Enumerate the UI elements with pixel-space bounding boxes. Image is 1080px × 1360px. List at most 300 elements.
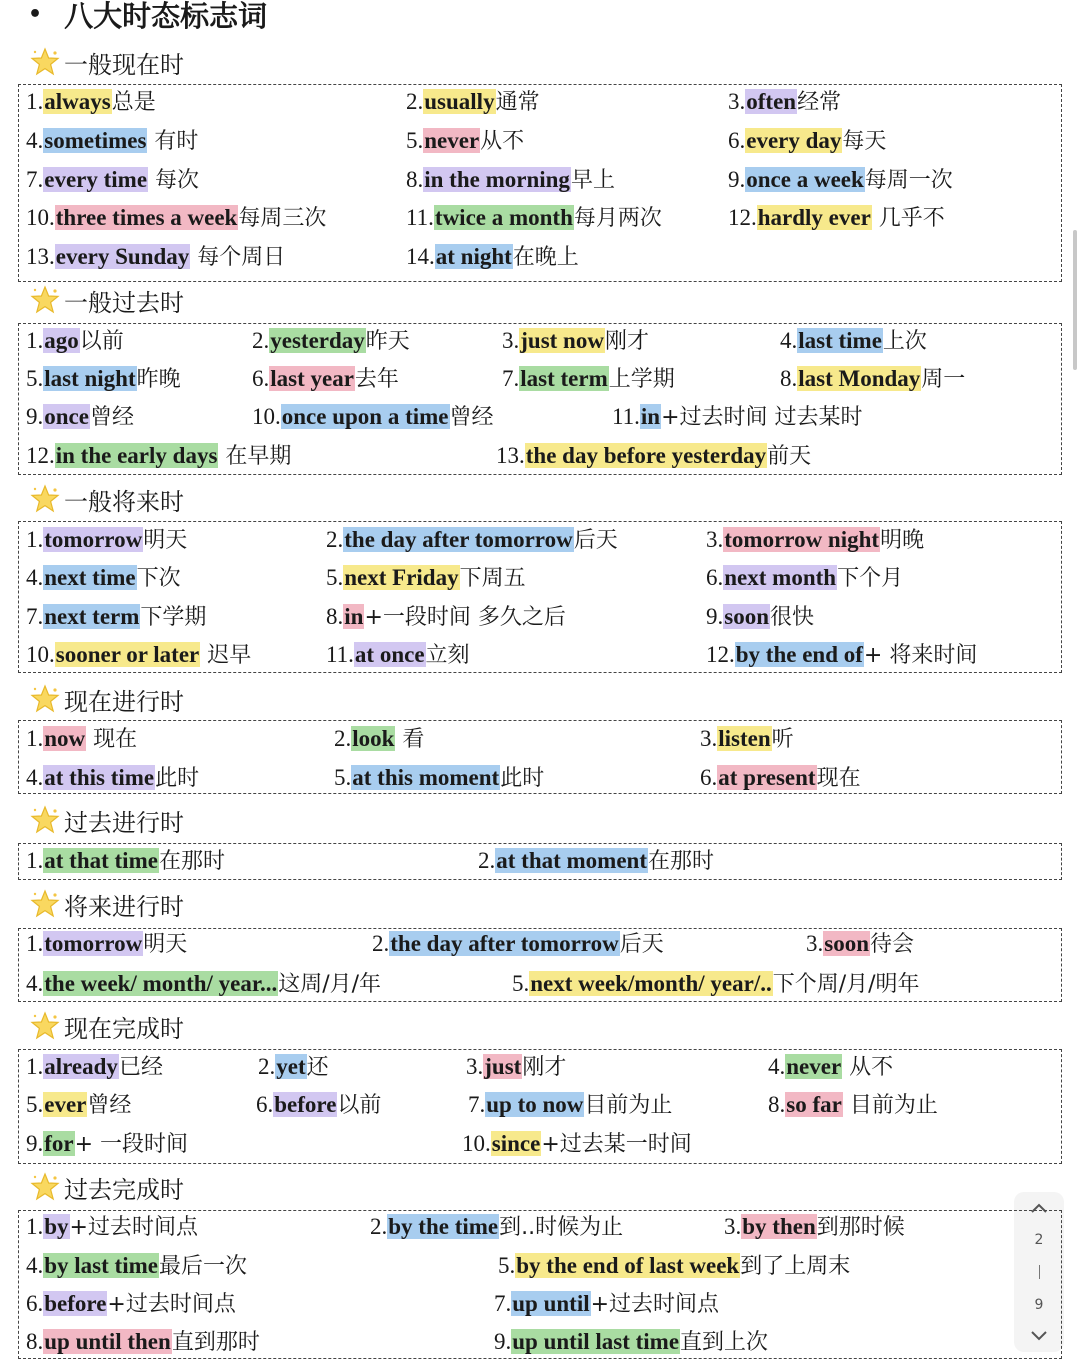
chinese-meaning: 通常 — [495, 90, 540, 115]
item-number: 10. — [252, 404, 281, 429]
chinese-meaning: 到..时候为止 — [499, 1215, 624, 1240]
vocab-item — [26, 1325, 260, 1359]
chinese-meaning: + 一段时间 — [74, 1132, 189, 1157]
chinese-meaning: 下个周/月/明年 — [772, 972, 920, 997]
english-term: tomorrow — [44, 931, 143, 956]
section-heading-text: 一般现在时 — [64, 50, 184, 79]
vocab-item — [496, 439, 811, 473]
section-heading-text: 过去进行时 — [64, 808, 184, 837]
english-term: next term — [44, 604, 140, 629]
vocab-item — [494, 1325, 768, 1359]
vocab-item — [26, 324, 124, 358]
english-term: twice a month — [434, 205, 573, 230]
english-term: at this moment — [352, 765, 500, 790]
english-term: the week/ month/ year... — [44, 971, 278, 996]
english-term: next Friday — [344, 565, 459, 590]
english-term: already — [44, 1054, 118, 1079]
item-number: 8. — [406, 167, 424, 192]
item-number: 1. — [26, 89, 44, 114]
chinese-meaning: 每天 — [842, 129, 887, 154]
item-number: 1. — [26, 1214, 44, 1239]
vocab-item — [326, 523, 618, 557]
chinese-meaning: 下个月 — [837, 566, 904, 591]
item-number: 1. — [26, 726, 44, 751]
section-heading-text: 过去完成时 — [64, 1175, 184, 1204]
item-number: 3. — [724, 1214, 742, 1239]
chinese-meaning: 从不 — [842, 1055, 894, 1080]
vocab-item — [252, 400, 494, 434]
english-term: last time — [798, 328, 882, 353]
item-number: 8. — [780, 366, 798, 391]
english-term: the day after tomorrow — [344, 527, 573, 552]
chinese-meaning: 待会 — [870, 932, 915, 957]
english-term: up until — [512, 1291, 590, 1316]
item-number: 10. — [26, 205, 55, 230]
item-number: 4. — [26, 971, 44, 996]
vocab-item — [768, 1088, 938, 1122]
chinese-meaning: 迟早 — [200, 643, 252, 668]
english-term: now — [44, 726, 86, 751]
star-icon — [30, 684, 60, 714]
chinese-meaning: 明晚 — [880, 528, 925, 553]
english-term: soon — [724, 604, 769, 629]
english-term: at that moment — [496, 848, 647, 873]
vocab-item — [26, 761, 199, 795]
chinese-meaning: +过去时间点 — [69, 1215, 198, 1240]
chinese-meaning: 明天 — [143, 528, 188, 553]
item-number: 13. — [496, 443, 525, 468]
section-heading-text: 现在完成时 — [64, 1014, 184, 1043]
item-number: 1. — [26, 527, 44, 552]
item-number: 4. — [26, 1253, 44, 1278]
item-number: 11. — [326, 642, 354, 667]
item-number: 12. — [706, 642, 735, 667]
chinese-meaning: 在那时 — [158, 849, 225, 874]
chinese-meaning: 刚才 — [522, 1055, 567, 1080]
vocab-item — [806, 927, 914, 961]
chinese-meaning: 总是 — [111, 90, 156, 115]
vocab-item — [502, 362, 675, 396]
item-number: 1. — [26, 848, 44, 873]
english-term: in the early days — [55, 443, 218, 468]
english-term: at this time — [44, 765, 155, 790]
item-number: 8. — [26, 1329, 44, 1354]
vocab-item — [26, 600, 206, 634]
vocab-item — [728, 163, 953, 197]
item-number: 7. — [494, 1291, 512, 1316]
item-number: 2. — [252, 328, 270, 353]
vocab-item — [26, 1249, 247, 1283]
page-title — [28, 0, 267, 34]
item-number: 7. — [26, 167, 44, 192]
vocab-item — [256, 1088, 381, 1122]
item-number: 6. — [706, 565, 724, 590]
english-term: by — [44, 1214, 69, 1239]
item-number: 3. — [466, 1054, 484, 1079]
vocab-item — [728, 85, 841, 119]
chinese-meaning: 后天 — [619, 932, 664, 957]
item-number: 9. — [728, 167, 746, 192]
english-term: every day — [746, 128, 842, 153]
section-heading-text: 将来进行时 — [64, 892, 184, 921]
chinese-meaning: 昨天 — [365, 329, 410, 354]
english-term: never — [424, 128, 480, 153]
english-term: hardly ever — [757, 205, 871, 230]
chinese-meaning: 每周一次 — [864, 168, 953, 193]
vocab-item — [462, 1127, 692, 1161]
english-term: last term — [520, 366, 608, 391]
item-number: 2. — [372, 931, 390, 956]
item-number: 3. — [706, 527, 724, 552]
chinese-meaning: 有时 — [147, 129, 199, 154]
vocab-item — [700, 761, 861, 795]
english-term: just now — [520, 328, 604, 353]
item-number: 9. — [26, 404, 44, 429]
english-term: at night — [435, 244, 512, 269]
section-heading — [30, 888, 184, 920]
chinese-meaning: 上次 — [882, 329, 927, 354]
chinese-meaning: 此时 — [500, 766, 545, 791]
item-number: 7. — [468, 1092, 486, 1117]
english-term: by then — [742, 1214, 816, 1239]
chinese-meaning: 经常 — [797, 90, 842, 115]
section-heading — [30, 1171, 184, 1203]
chinese-meaning: 昨晚 — [136, 367, 181, 392]
star-icon — [30, 1172, 60, 1202]
item-number: 4. — [780, 328, 798, 353]
item-number: 5. — [334, 765, 352, 790]
item-number: 10. — [26, 642, 55, 667]
english-term: before — [274, 1092, 337, 1117]
star-icon — [30, 1011, 60, 1041]
chinese-meaning: +过去某一时间 — [541, 1132, 692, 1157]
section-heading-text: 一般将来时 — [64, 487, 184, 516]
chinese-meaning: 上学期 — [608, 367, 675, 392]
item-number: 2. — [334, 726, 352, 751]
vocab-item — [370, 1210, 623, 1244]
english-term: once a week — [746, 167, 864, 192]
item-number: 1. — [26, 328, 44, 353]
vocab-item — [728, 201, 945, 235]
english-term: in — [640, 404, 661, 429]
vocab-item — [26, 400, 134, 434]
vocab-item — [26, 844, 225, 878]
vocab-item — [26, 1088, 131, 1122]
chinese-meaning: 周一 — [921, 367, 966, 392]
english-term: the day after tomorrow — [390, 931, 619, 956]
vocab-item — [498, 1249, 850, 1283]
item-number: 3. — [806, 931, 824, 956]
item-number: 2. — [406, 89, 424, 114]
chinese-meaning: 看 — [395, 727, 425, 752]
item-number: 2. — [370, 1214, 388, 1239]
scrollbar[interactable] — [1073, 230, 1077, 370]
item-number: 11. — [612, 404, 640, 429]
chinese-meaning: 听 — [771, 727, 794, 752]
english-term: just — [484, 1054, 522, 1079]
item-number: 8. — [768, 1092, 786, 1117]
english-term: last year — [270, 366, 354, 391]
star-icon — [30, 805, 60, 835]
section-heading — [30, 284, 184, 316]
english-term: every Sunday — [55, 244, 190, 269]
vocab-item — [26, 439, 291, 473]
chinese-meaning: + 将来时间 — [863, 643, 978, 668]
english-term: tomorrow — [44, 527, 143, 552]
english-term: ever — [44, 1092, 87, 1117]
vocab-item — [258, 1050, 329, 1084]
item-number: 6. — [728, 128, 746, 153]
chinese-meaning: 曾经 — [89, 405, 134, 430]
item-number: 4. — [26, 128, 44, 153]
chinese-meaning: 目前为止 — [842, 1093, 938, 1118]
vocab-item — [724, 1210, 905, 1244]
item-number: 6. — [252, 366, 270, 391]
item-number: 3. — [502, 328, 520, 353]
item-number: 11. — [406, 205, 434, 230]
chinese-meaning: 很快 — [770, 605, 815, 630]
vocab-item — [372, 927, 664, 961]
chinese-meaning: 下次 — [136, 566, 181, 591]
item-number: 6. — [26, 1291, 44, 1316]
english-term: up to now — [486, 1092, 584, 1117]
section-heading-text: 一般过去时 — [64, 288, 184, 317]
star-icon — [30, 47, 60, 77]
english-term: next month — [724, 565, 837, 590]
english-term: at that time — [44, 848, 158, 873]
chinese-meaning: +过去时间点 — [107, 1292, 236, 1317]
item-number: 9. — [706, 604, 724, 629]
vocab-item — [706, 561, 903, 595]
chinese-meaning: 立刻 — [425, 643, 470, 668]
vocab-item — [26, 967, 381, 1001]
english-term: up until then — [44, 1329, 171, 1354]
item-number: 9. — [494, 1329, 512, 1354]
vocab-item — [26, 362, 181, 396]
item-number: 4. — [768, 1054, 786, 1079]
bullet-icon: • — [28, 1, 43, 27]
chinese-meaning: 到了上周末 — [740, 1254, 851, 1279]
section-heading — [30, 1010, 184, 1042]
english-term: usually — [424, 89, 495, 114]
english-term: for — [44, 1131, 74, 1156]
item-number: 7. — [502, 366, 520, 391]
english-term: yet — [276, 1054, 306, 1079]
vocab-item — [334, 722, 424, 756]
english-term: listen — [718, 726, 771, 751]
english-term: up until last time — [512, 1329, 680, 1354]
current-page: 2 — [1034, 1231, 1044, 1248]
chinese-meaning: 明天 — [143, 932, 188, 957]
vocab-item — [728, 124, 886, 158]
vocab-item — [612, 400, 863, 434]
english-term: next week/month/ year/.. — [530, 971, 772, 996]
chinese-meaning: 下学期 — [140, 605, 207, 630]
english-term: last Monday — [798, 366, 921, 391]
section-heading — [30, 46, 184, 78]
item-number: 7. — [26, 604, 44, 629]
english-term: in — [344, 604, 364, 629]
english-term: at once — [354, 642, 425, 667]
item-number: 8. — [326, 604, 344, 629]
item-number: 4. — [26, 565, 44, 590]
chinese-meaning: 到那时候 — [816, 1215, 905, 1240]
chinese-meaning: 已经 — [118, 1055, 163, 1080]
vocab-item — [26, 201, 326, 235]
chinese-meaning: 现在 — [816, 766, 861, 791]
item-number: 6. — [700, 765, 718, 790]
english-term: by last time — [44, 1253, 158, 1278]
vocab-item — [468, 1088, 672, 1122]
chinese-meaning: 早上 — [570, 168, 615, 193]
vocab-item — [780, 362, 965, 396]
chinese-meaning: 每周三次 — [238, 206, 327, 231]
vocab-item — [26, 722, 137, 756]
vocab-item — [26, 927, 187, 961]
english-term: yesterday — [270, 328, 365, 353]
chinese-meaning: 曾经 — [87, 1093, 132, 1118]
english-term: in the morning — [424, 167, 570, 192]
english-term: so far — [786, 1092, 842, 1117]
chinese-meaning: 在早期 — [218, 444, 292, 469]
chinese-meaning: 后天 — [573, 528, 618, 553]
star-icon — [30, 484, 60, 514]
chinese-meaning: 此时 — [155, 766, 200, 791]
vocab-item — [466, 1050, 566, 1084]
chinese-meaning: 这周/月/年 — [278, 972, 382, 997]
item-number: 2. — [478, 848, 496, 873]
chinese-meaning: 刚才 — [604, 329, 649, 354]
vocab-item — [26, 1127, 188, 1161]
vocab-item — [512, 967, 920, 1001]
english-term: ago — [44, 328, 79, 353]
vocab-item — [706, 638, 977, 672]
english-term: never — [786, 1054, 842, 1079]
chinese-meaning: 以前 — [79, 329, 124, 354]
english-term: often — [746, 89, 797, 114]
chinese-meaning: 每个周日 — [190, 245, 286, 270]
english-term: by the end of — [735, 642, 863, 667]
vocab-item — [326, 600, 566, 634]
vocab-item — [706, 523, 924, 557]
vocab-item — [252, 362, 399, 396]
item-number: 3. — [700, 726, 718, 751]
chinese-meaning: 以前 — [337, 1093, 382, 1118]
vocab-item — [26, 1287, 236, 1321]
vocab-item — [26, 240, 285, 274]
chinese-meaning: 每月两次 — [573, 206, 662, 231]
vocab-item — [406, 240, 579, 274]
chinese-meaning: 每次 — [148, 168, 200, 193]
section-heading — [30, 683, 184, 715]
item-number: 12. — [26, 443, 55, 468]
item-number: 5. — [406, 128, 424, 153]
vocab-item — [406, 124, 524, 158]
english-term: sooner or later — [55, 642, 200, 667]
chinese-meaning: 在那时 — [648, 849, 715, 874]
english-term: at present — [718, 765, 816, 790]
vocab-item — [706, 600, 814, 634]
vocab-item — [26, 85, 156, 119]
english-term: sometimes — [44, 128, 147, 153]
item-number: 1. — [26, 931, 44, 956]
vocab-item — [700, 722, 794, 756]
chinese-meaning: 最后一次 — [158, 1254, 247, 1279]
chinese-meaning: 现在 — [86, 727, 138, 752]
total-pages: 9 — [1034, 1296, 1044, 1313]
item-number: 12. — [728, 205, 757, 230]
chinese-meaning: +过去时间点 — [590, 1292, 720, 1317]
english-term: every time — [44, 167, 148, 192]
chinese-meaning: 在晚上 — [512, 245, 579, 270]
chinese-meaning: 直到上次 — [680, 1330, 769, 1355]
vocab-item — [26, 1050, 163, 1084]
item-number: 5. — [26, 1092, 44, 1117]
english-term: always — [44, 89, 111, 114]
vocab-item — [406, 163, 615, 197]
english-term: since — [491, 1131, 541, 1156]
english-term: by the end of last week — [516, 1253, 740, 1278]
item-number: 13. — [26, 244, 55, 269]
star-icon — [30, 285, 60, 315]
section-heading-text: 现在进行时 — [64, 687, 184, 716]
star-icon — [30, 889, 60, 919]
section-heading — [30, 804, 184, 836]
english-term: last night — [44, 366, 136, 391]
vocab-item — [252, 324, 410, 358]
item-number: 14. — [406, 244, 435, 269]
chinese-meaning: 目前为止 — [584, 1093, 673, 1118]
item-number: 2. — [326, 527, 344, 552]
item-number: 5. — [326, 565, 344, 590]
vocab-item — [326, 638, 470, 672]
english-term: soon — [824, 931, 869, 956]
english-term: tomorrow night — [724, 527, 880, 552]
item-number: 4. — [26, 765, 44, 790]
item-number: 5. — [512, 971, 530, 996]
vocab-item — [326, 561, 526, 595]
item-number: 5. — [26, 366, 44, 391]
item-number: 9. — [26, 1131, 44, 1156]
item-number: 10. — [462, 1131, 491, 1156]
item-number: 3. — [728, 89, 746, 114]
chinese-meaning: +一段时间 多久之后 — [364, 605, 566, 630]
chinese-meaning: 直到那时 — [171, 1330, 260, 1355]
vocab-item — [334, 761, 544, 795]
english-term: by the time — [388, 1214, 499, 1239]
english-term: once upon a time — [281, 404, 449, 429]
chinese-meaning: 还 — [306, 1055, 329, 1080]
chinese-meaning: 去年 — [354, 367, 399, 392]
english-term: once — [44, 404, 89, 429]
vocab-item — [26, 638, 251, 672]
english-term: the day before yesterday — [525, 443, 767, 468]
item-number: 2. — [258, 1054, 276, 1079]
vocab-item — [494, 1287, 719, 1321]
chinese-meaning: 曾经 — [449, 405, 494, 430]
chinese-meaning: 下周五 — [459, 566, 526, 591]
vocab-item — [768, 1050, 893, 1084]
item-number: 6. — [256, 1092, 274, 1117]
vocab-item — [26, 1210, 198, 1244]
vocab-item — [26, 561, 181, 595]
chinese-meaning: +过去时间 过去某时 — [661, 405, 863, 430]
english-term: three times a week — [55, 205, 238, 230]
vocab-item — [406, 201, 662, 235]
english-term: look — [352, 726, 395, 751]
english-term: before — [44, 1291, 107, 1316]
vocab-item — [406, 85, 540, 119]
